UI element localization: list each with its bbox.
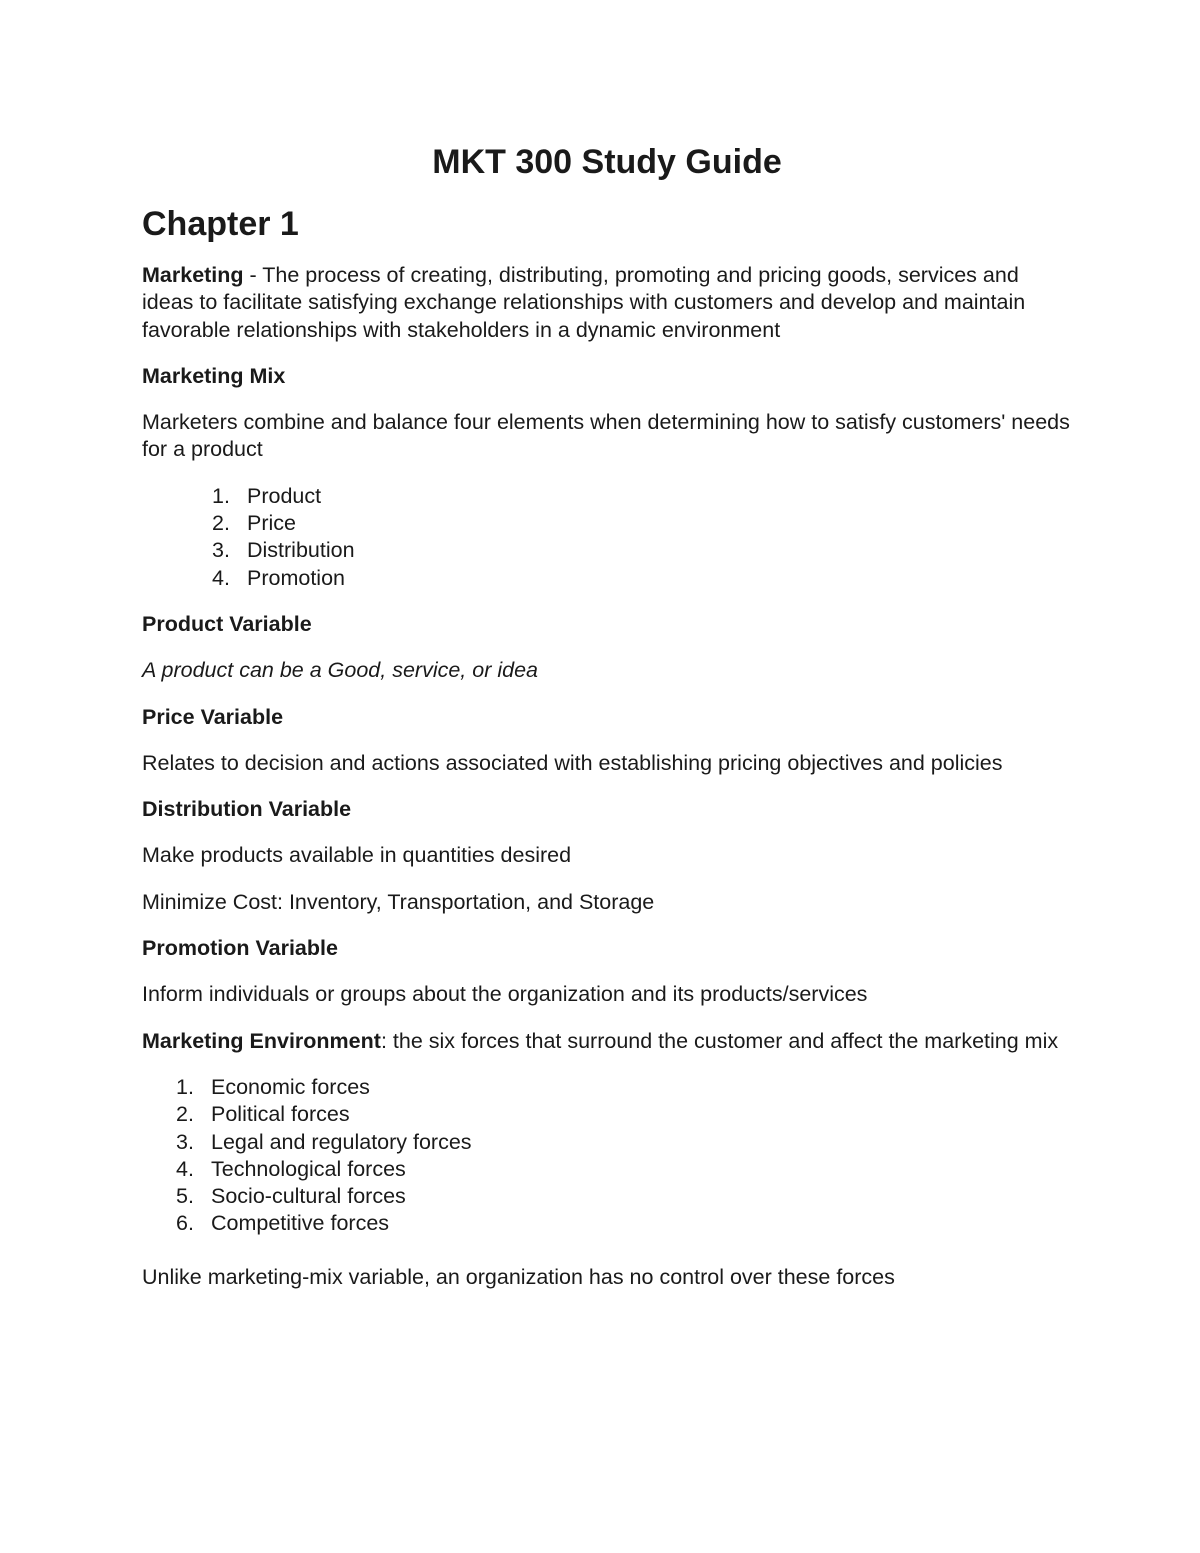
list-number: 2. (212, 511, 230, 536)
distribution-variable-body-1: Make products available in quantities desired (142, 843, 572, 868)
price-variable-heading: Price Variable (142, 704, 284, 729)
list-number: 1. (212, 483, 230, 508)
product-variable-body: A product can be a Good, service, or idea (142, 658, 538, 683)
distribution-variable-body-2: Minimize Cost: Inventory, Transportation, and Storage (142, 889, 655, 914)
list-number: 3. (212, 538, 230, 563)
list-text: Product (247, 483, 322, 508)
marketing-definition: - The process of creating, distributing, promoting and pricing goods, services and ideas to facilitate satisfying exchange relationships with customers and develop and maintain favorable relationships with stakeholders in a dynamic environment (142, 263, 1026, 342)
list-number: 4. (176, 1156, 194, 1181)
document-title: MKT 300 Study Guide (432, 143, 782, 181)
list-item (176, 1101, 1072, 1128)
list-number: 1. (176, 1074, 194, 1099)
distribution-variable-heading: Distribution Variable (142, 797, 352, 822)
list-text: Distribution (247, 538, 355, 563)
list-item (212, 565, 1072, 592)
marketing-environment-paragraph (142, 1028, 1072, 1055)
product-variable-heading: Product Variable (142, 611, 312, 636)
chapter-heading: Chapter 1 (142, 205, 299, 243)
list-item (212, 537, 1072, 564)
marketing-term: Marketing (142, 263, 244, 287)
list-text: Competitive forces (211, 1211, 390, 1236)
marketing-mix-heading: Marketing Mix (142, 363, 286, 388)
list-item (176, 1129, 1072, 1156)
marketing-environment-definition: : the six forces that surround the customer and affect the marketing mix (380, 1028, 1059, 1053)
list-text: Promotion (247, 565, 345, 590)
list-text: Political forces (211, 1102, 350, 1127)
marketing-definition-paragraph (142, 262, 1072, 344)
list-text: Technological forces (211, 1156, 406, 1181)
list-text: Economic forces (211, 1074, 370, 1099)
document-page (142, 138, 1072, 1291)
list-item (212, 510, 1072, 537)
environment-forces-list (176, 1074, 1072, 1238)
marketing-environment-term: Marketing Environment (142, 1028, 381, 1053)
list-item (176, 1074, 1072, 1101)
list-item (176, 1210, 1072, 1237)
marketing-mix-list (212, 483, 1072, 592)
promotion-variable-heading: Promotion Variable (142, 936, 338, 961)
marketing-environment-closing: Unlike marketing-mix variable, an organization has no control over these forces (142, 1264, 895, 1289)
price-variable-body: Relates to decision and actions associated with establishing pricing objectives and policies (142, 750, 1003, 775)
list-text: Legal and regulatory forces (211, 1129, 472, 1154)
list-number: 6. (176, 1211, 194, 1236)
list-text: Socio-cultural forces (211, 1184, 406, 1209)
list-item (212, 483, 1072, 510)
list-item (176, 1183, 1072, 1210)
list-number: 2. (176, 1102, 194, 1127)
list-number: 4. (212, 565, 230, 590)
list-number: 3. (176, 1129, 194, 1154)
list-number: 5. (176, 1184, 194, 1209)
marketing-mix-body: Marketers combine and balance four elements when determining how to satisfy customers' needs for a product (142, 410, 1070, 462)
list-text: Price (247, 511, 296, 536)
promotion-variable-body: Inform individuals or groups about the organization and its products/services (142, 982, 868, 1007)
list-item (176, 1156, 1072, 1183)
